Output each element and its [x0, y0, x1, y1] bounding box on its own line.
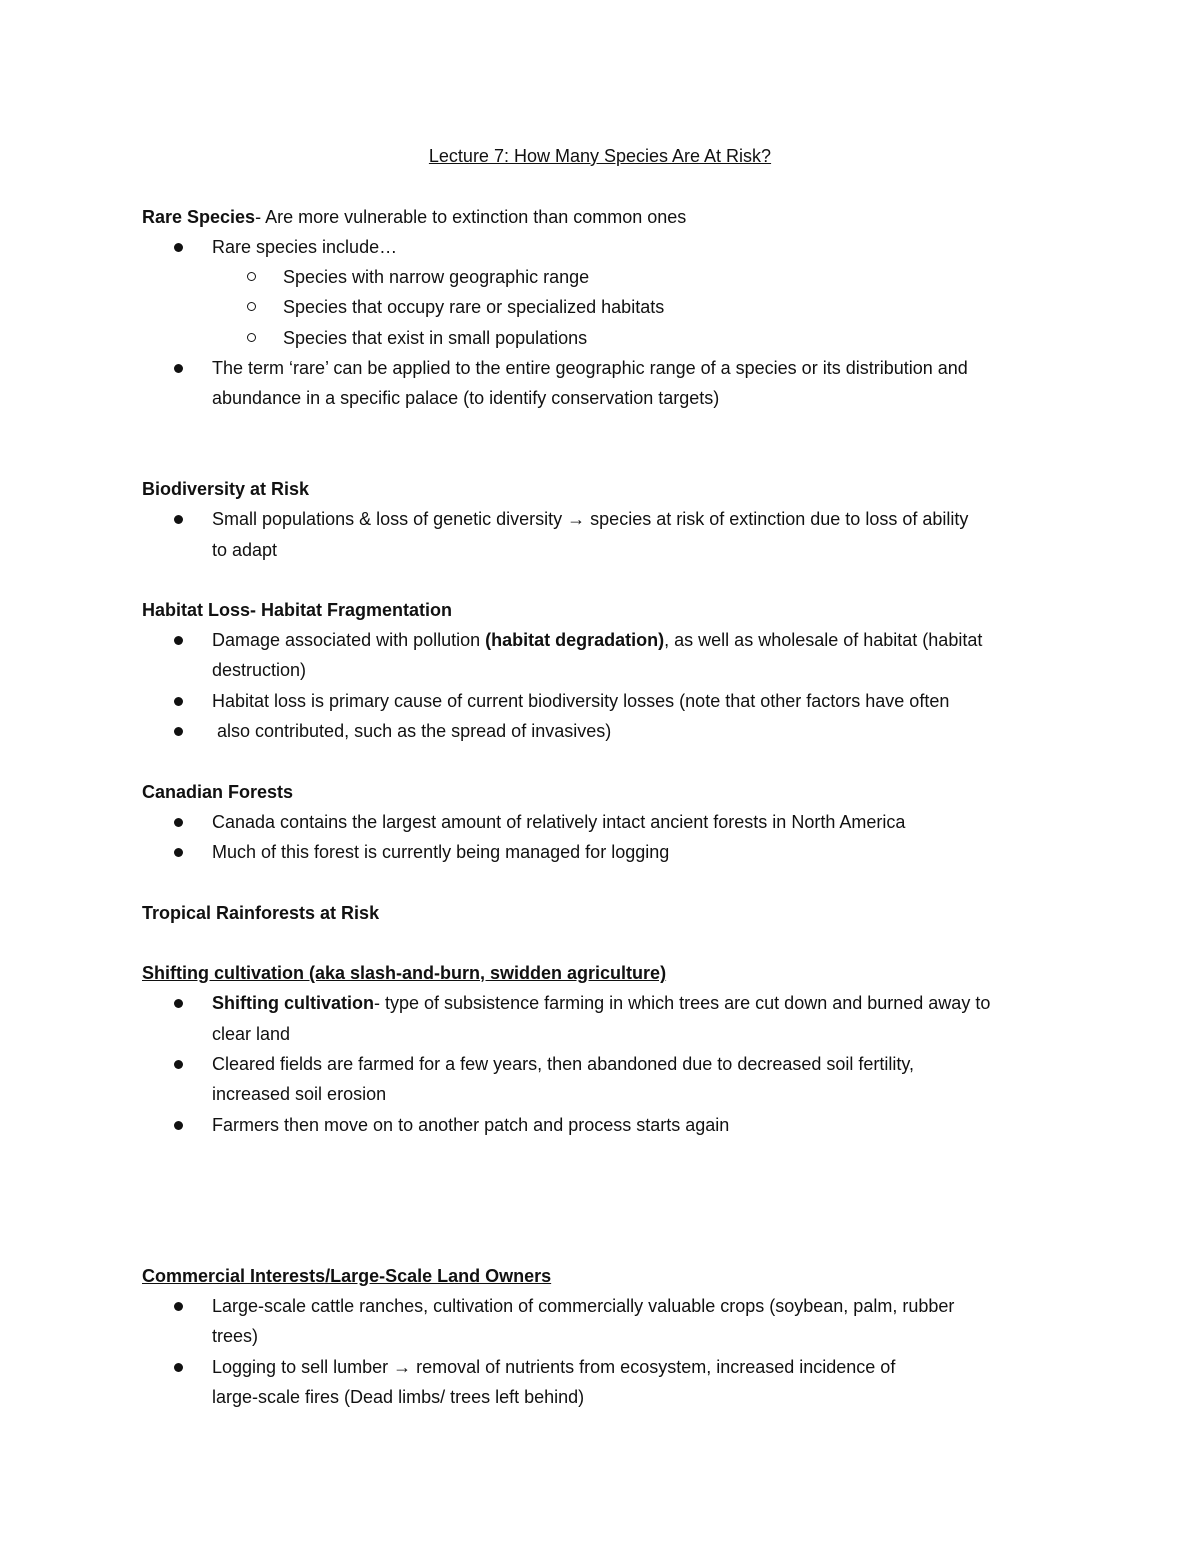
bullet-icon	[174, 848, 183, 857]
rare-species-heading: Rare Species	[142, 207, 256, 227]
rare-sub-2: Species that occupy rare or specialized habitats	[283, 297, 665, 317]
habitat-heading: Habitat Loss- Habitat Fragmentation	[142, 600, 453, 620]
shifting-bullet-2-line-2: increased soil erosion	[212, 1084, 387, 1104]
commercial-bullet-1-line-2: trees)	[212, 1326, 259, 1346]
bullet-icon	[174, 727, 183, 736]
habitat-b1-bold: (habitat degradation)	[485, 630, 665, 650]
page-title: Lecture 7: How Many Species Are At Risk?	[428, 146, 772, 166]
biodiversity-heading: Biodiversity at Risk	[142, 479, 310, 499]
circle-bullet-icon	[247, 272, 256, 281]
rare-bullet-1: Rare species include…	[212, 237, 398, 257]
commercial-bullet-2-line-2: large-scale fires (Dead limbs/ trees left behind)	[212, 1387, 585, 1407]
rare-species-heading-rest: - Are more vulnerable to extinction than common ones	[255, 207, 687, 227]
shifting-heading: Shifting cultivation (aka slash-and-burn, swidden agriculture)	[142, 963, 667, 983]
bullet-icon	[174, 364, 183, 373]
bullet-icon	[174, 243, 183, 252]
commercial-bullet-2-line-1: Logging to sell lumber → removal of nutrients from ecosystem, increased incidence of	[212, 1357, 896, 1377]
habitat-bullet-2: Habitat loss is primary cause of current biodiversity losses (note that other factors have often	[212, 691, 950, 711]
habitat-b1-pre: Damage associated with pollution	[212, 630, 486, 650]
bullet-icon	[174, 999, 183, 1008]
bullet-icon	[174, 1302, 183, 1311]
tropical-heading: Tropical Rainforests at Risk	[142, 903, 380, 923]
bullet-icon	[174, 1121, 183, 1130]
bullet-icon	[174, 1363, 183, 1372]
bullet-icon	[174, 636, 183, 645]
bullet-icon	[174, 515, 183, 524]
biodiversity-bullet-line-2: to adapt	[212, 540, 278, 560]
shifting-bullet-2-line-1: Cleared fields are farmed for a few years, then abandoned due to decreased soil fertility,	[212, 1054, 915, 1074]
bullet-icon	[174, 1060, 183, 1069]
shifting-b1-rest: - type of subsistence farming in which trees are cut down and burned away to	[374, 993, 991, 1013]
rare-species-heading-line	[142, 206, 686, 228]
bullet-icon	[174, 818, 183, 827]
shifting-bullet-1-line-2: clear land	[212, 1024, 291, 1044]
circle-bullet-icon	[247, 302, 256, 311]
shifting-b1-bold: Shifting cultivation	[212, 993, 374, 1013]
canadian-bullet-1: Canada contains the largest amount of relatively intact ancient forests in North America	[212, 812, 906, 832]
habitat-bullet-3: also contributed, such as the spread of invasives)	[212, 721, 612, 741]
commercial-heading: Commercial Interests/Large-Scale Land Owners	[142, 1266, 552, 1286]
habitat-bullet-1-line-1	[212, 629, 982, 651]
shifting-bullet-1-line-1	[212, 992, 990, 1014]
circle-bullet-icon	[247, 333, 256, 342]
rare-bullet-2-line-1: The term ‘rare’ can be applied to the entire geographic range of a species or its distribution and	[212, 358, 968, 378]
rare-sub-3: Species that exist in small populations	[283, 328, 588, 348]
biodiversity-bullet-line-1: Small populations & loss of genetic diversity → species at risk of extinction due to loss of ability	[212, 509, 969, 529]
shifting-bullet-3: Farmers then move on to another patch and process starts again	[212, 1115, 730, 1135]
rare-sub-1: Species with narrow geographic range	[283, 267, 590, 287]
habitat-b1-post: , as well as wholesale of habitat (habitat	[664, 630, 983, 650]
rare-bullet-2-line-2: abundance in a specific palace (to identify conservation targets)	[212, 388, 720, 408]
habitat-bullet-1-line-2: destruction)	[212, 660, 307, 680]
commercial-bullet-1-line-1: Large-scale cattle ranches, cultivation of commercially valuable crops (soybean, palm, rubber	[212, 1296, 955, 1316]
canadian-bullet-2: Much of this forest is currently being managed for logging	[212, 842, 670, 862]
canadian-heading: Canadian Forests	[142, 782, 294, 802]
bullet-icon	[174, 697, 183, 706]
